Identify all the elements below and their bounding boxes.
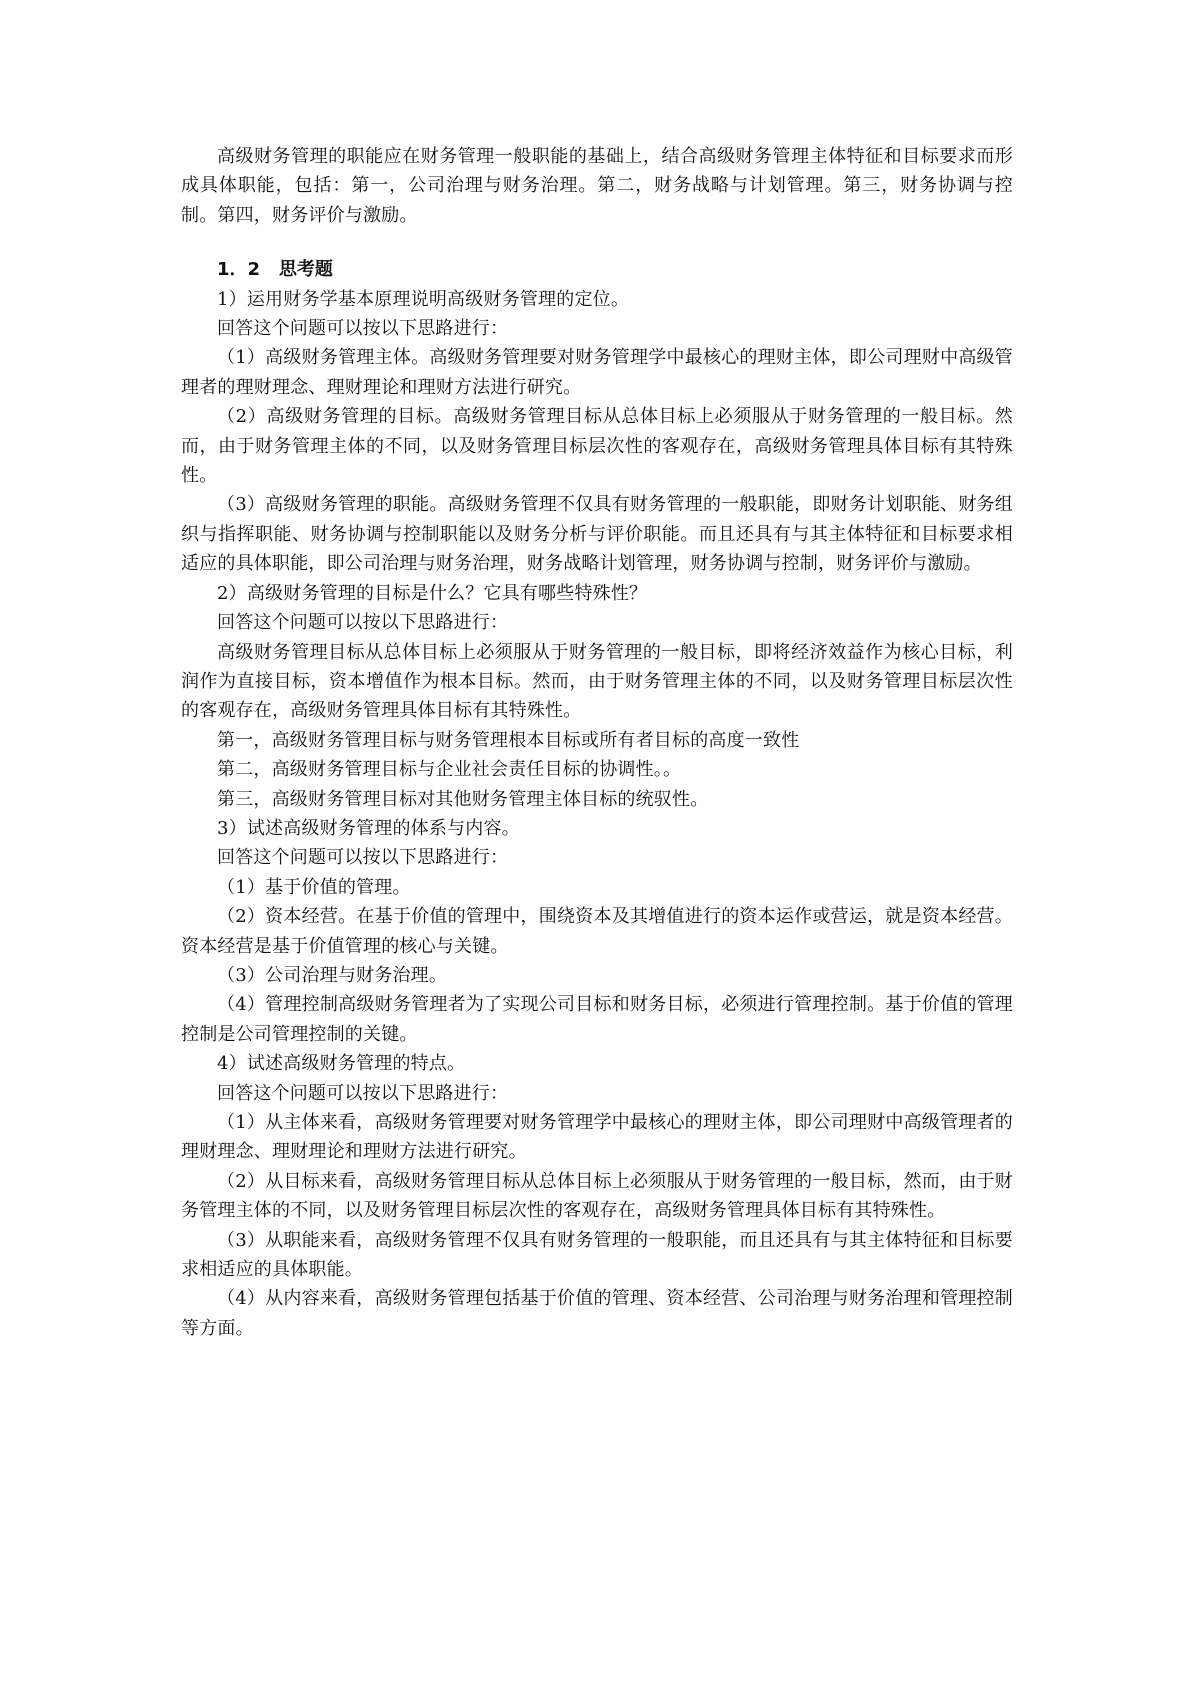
paragraph: 4）试述高级财务管理的特点。 xyxy=(217,1053,466,1075)
paragraph: 第二，高级财务管理目标与企业社会责任目标的协调性。。 xyxy=(217,759,682,781)
paragraph: 第一，高级财务管理目标与财务管理根本目标或所有者目标的高度一致性 xyxy=(217,729,800,751)
paragraph: （3）高级财务管理的职能。高级财务管理不仅具有财务管理的一般职能，即财务计划职能、财务组织与指挥职能、财务协调与控制职能以及财务分析与评价职能。而且还具有与其主体特征和目标要求相适应的具体职能，即公司治理与财务治理，财务战略计划管理，财务协调与控制，财务评价与激励。 xyxy=(181,494,1013,575)
paragraph: （3）公司治理与财务治理。 xyxy=(217,964,448,986)
paragraph: （1）高级财务管理主体。高级财务管理要对财务管理学中最核心的理财主体，即公司理财中高级管理者的理财理念、理财理论和理财方法进行研究。 xyxy=(181,347,1013,398)
section-heading xyxy=(181,255,1013,284)
paragraph: （4）管理控制高级财务管理者为了实现公司目标和财务目标，必须进行管理控制。基于价值的管理控制是公司管理控制的关键。 xyxy=(181,994,1013,1045)
paragraph: 2）高级财务管理的目标是什么？它具有哪些特殊性？ xyxy=(217,582,648,604)
paragraph: 回答这个问题可以按以下思路进行： xyxy=(217,1082,509,1104)
paragraph: 1）运用财务学基本原理说明高级财务管理的定位。 xyxy=(217,288,630,310)
paragraph: （1）基于价值的管理。 xyxy=(217,876,411,898)
paragraph: 第三，高级财务管理目标对其他财务管理主体目标的统驭性。 xyxy=(217,788,709,810)
paragraph: （4）从内容来看，高级财务管理包括基于价值的管理、资本经营、公司治理与财务治理和管理控制等方面。 xyxy=(181,1288,1013,1339)
paragraph: （2）资本经营。在基于价值的管理中，围绕资本及其增值进行的资本运作或营运，就是资本经营。资本经营是基于价值管理的核心与关键。 xyxy=(181,906,1013,957)
section-number: 1．2 xyxy=(217,259,261,281)
intro-paragraph: 高级财务管理的职能应在财务管理一般职能的基础上，结合高级财务管理主体特征和目标要求而形成具体职能，包括：第一，公司治理与财务治理。第二，财务战略与计划管理。第三，财务协调与控制。第四，财务评价与激励。 xyxy=(181,146,1013,226)
paragraph: 回答这个问题可以按以下思路进行： xyxy=(217,612,509,634)
paragraph: 3）试述高级财务管理的体系与内容。 xyxy=(217,817,520,839)
paragraph: 高级财务管理目标从总体目标上必须服从于财务管理的一般目标，即将经济效益作为核心目标，利润作为直接目标，资本增值作为根本目标。然而，由于财务管理主体的不同，以及财务管理目标层次性的客观存在，高级财务管理具体目标有其特殊性。 xyxy=(181,641,1013,722)
section-title: 思考题 xyxy=(278,259,333,281)
document-page xyxy=(181,142,1013,1343)
paragraph: （2）从目标来看，高级财务管理目标从总体目标上必须服从于财务管理的一般目标，然而，由于财务管理主体的不同，以及财务管理目标层次性的客观存在，高级财务管理具体目标有其特殊性。 xyxy=(181,1170,1013,1222)
paragraph: （3）从职能来看，高级财务管理不仅具有财务管理的一般职能，而且还具有与其主体特征和目标要求相适应的具体职能。 xyxy=(181,1229,1013,1281)
paragraph: 回答这个问题可以按以下思路进行： xyxy=(217,847,509,869)
paragraph: 回答这个问题可以按以下思路进行： xyxy=(217,318,509,340)
paragraph: （1）从主体来看，高级财务管理要对财务管理学中最核心的理财主体，即公司理财中高级管理者的理财理念、理财理论和理财方法进行研究。 xyxy=(181,1112,1013,1163)
paragraph: （2）高级财务管理的目标。高级财务管理目标从总体目标上必须服从于财务管理的一般目标。然而，由于财务管理主体的不同，以及财务管理目标层次性的客观存在，高级财务管理具体目标有其特殊性。 xyxy=(181,406,1013,487)
